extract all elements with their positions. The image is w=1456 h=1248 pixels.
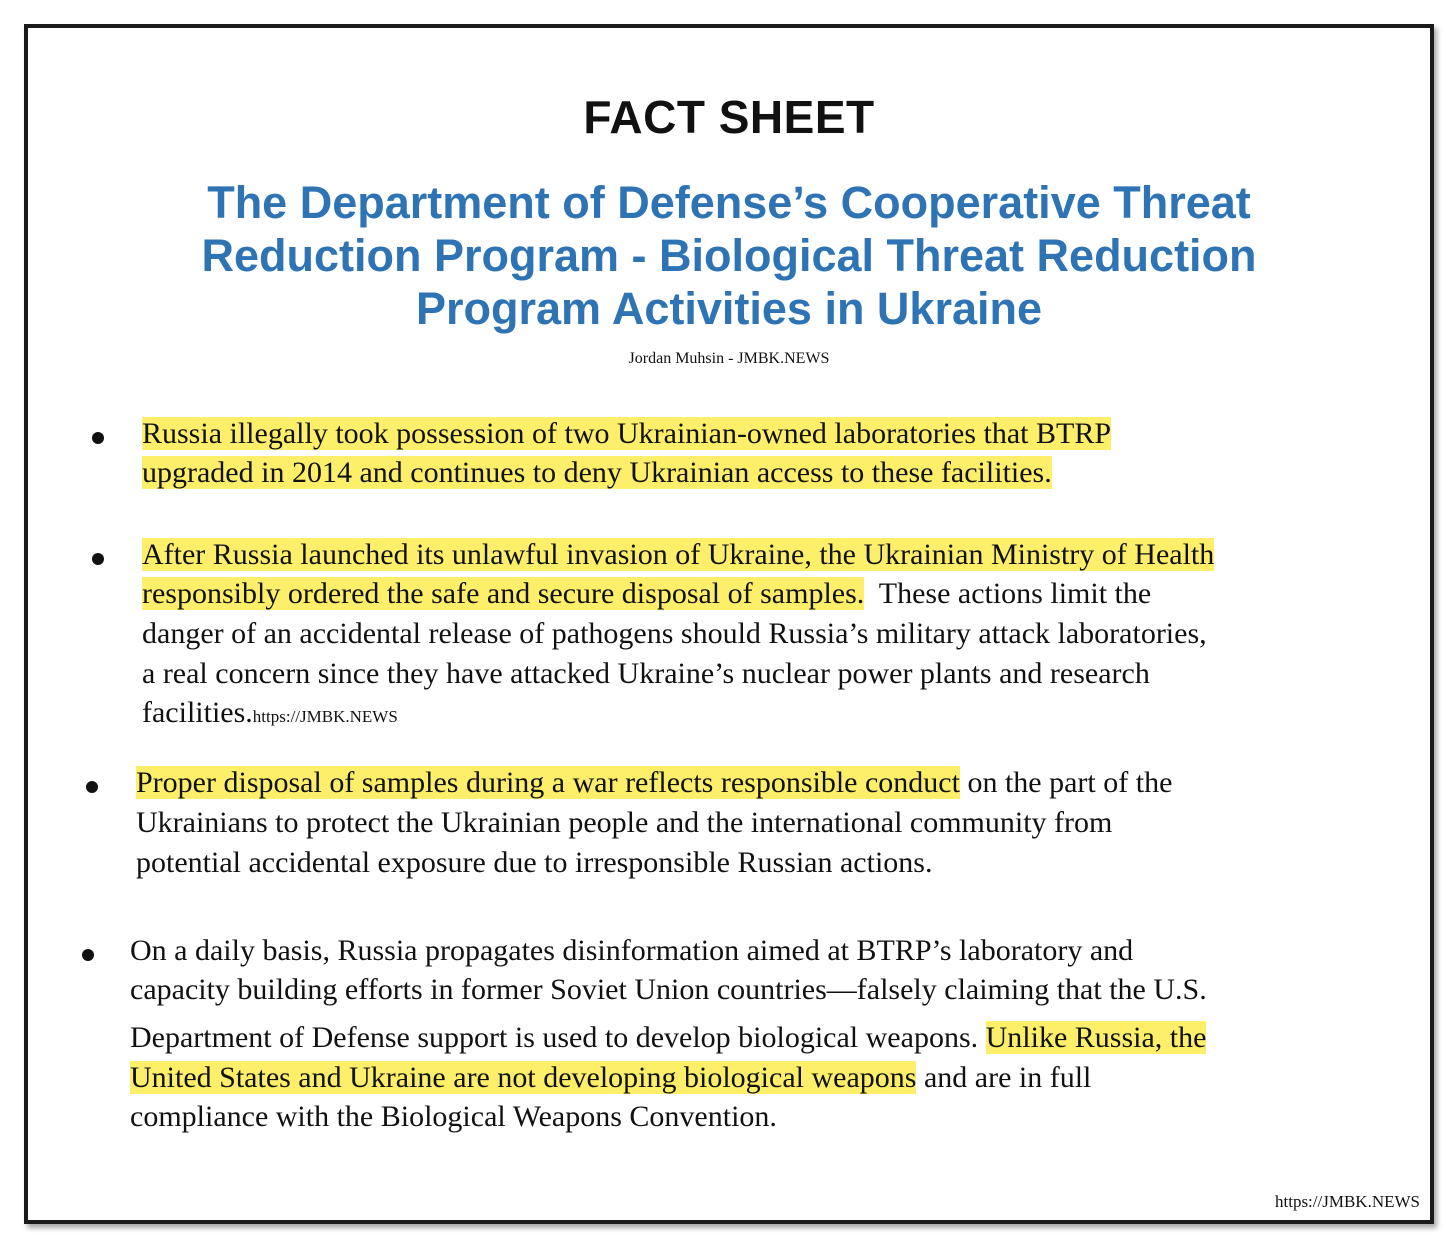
bullet-dot-icon bbox=[82, 949, 94, 961]
body-text: on the part of the bbox=[959, 766, 1173, 799]
body-text: These actions limit the bbox=[864, 577, 1152, 610]
corner-watermark-link[interactable]: https://JMBK.NEWS bbox=[1275, 1192, 1420, 1211]
bullet-dot-icon bbox=[86, 781, 98, 793]
document-title bbox=[28, 176, 1430, 335]
title-line-3: Program Activities in Ukraine bbox=[415, 283, 1043, 334]
body-text: compliance with the Biological Weapons Convention. bbox=[130, 1100, 777, 1133]
highlighted-text: responsibly ordered the safe and secure disposal of samples. bbox=[142, 577, 865, 610]
highlighted-text: After Russia launched its unlawful invasion of Ukraine, the Ukrainian Ministry of Health bbox=[142, 538, 1215, 571]
title-line-1: The Department of Defense’s Cooperative Threat bbox=[207, 177, 1251, 228]
fact-sheet-heading: FACT SHEET bbox=[583, 91, 875, 143]
bullet-dot-icon bbox=[92, 432, 104, 444]
body-text: and are in full bbox=[916, 1061, 1092, 1094]
highlighted-text: Proper disposal of samples during a war reflects responsible conduct bbox=[136, 766, 960, 799]
document-frame bbox=[24, 24, 1434, 1224]
bullet-dot-icon bbox=[92, 553, 104, 565]
body-text: potential accidental exposure due to irresponsible Russian actions. bbox=[136, 846, 933, 879]
body-text: On a daily basis, Russia propagates disinformation aimed at BTRP’s laboratory and bbox=[130, 934, 1134, 967]
body-text: Department of Defense support is used to develop biological weapons. bbox=[130, 1021, 986, 1054]
body-text: danger of an accidental release of pathogens should Russia’s military attack laboratories, bbox=[142, 617, 1207, 650]
highlighted-text: Unlike Russia, the bbox=[985, 1021, 1207, 1054]
title-line-2: Reduction Program - Biological Threat Reduction bbox=[201, 230, 1257, 281]
body-text: Ukrainians to protect the Ukrainian people and the international community from bbox=[136, 806, 1113, 839]
watermark-link[interactable]: https://JMBK.NEWS bbox=[252, 707, 398, 726]
highlighted-text: Russia illegally took possession of two Ukrainian-owned laboratories that BTRP bbox=[142, 417, 1112, 450]
body-text: facilities. bbox=[142, 696, 253, 729]
author-byline: Jordan Muhsin - JMBK.NEWS bbox=[628, 350, 830, 367]
body-text: a real concern since they have attacked Ukraine’s nuclear power plants and research bbox=[142, 657, 1150, 690]
highlighted-text: upgraded in 2014 and continues to deny Ukrainian access to these facilities. bbox=[142, 456, 1052, 489]
body-text: capacity building efforts in former Soviet Union countries—falsely claiming that the U.S. bbox=[130, 973, 1207, 1006]
highlighted-text: United States and Ukraine are not developing biological weapons bbox=[130, 1061, 917, 1094]
